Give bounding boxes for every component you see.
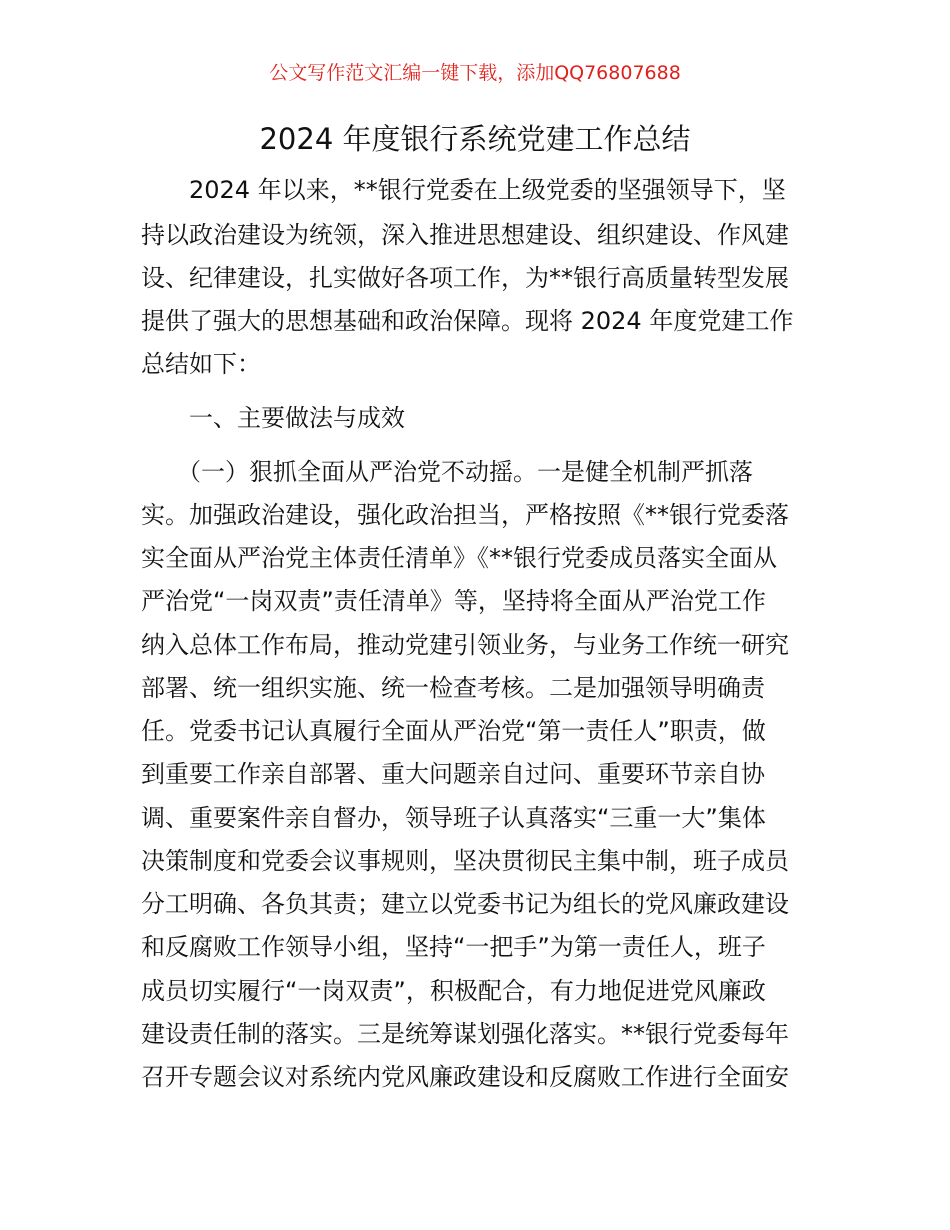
section-heading: 一、主要做法与成效 (141, 404, 405, 432)
body-line: 提供了强大的思想基础和政治保障。现将 2024 年度党建工作 (141, 307, 794, 335)
body-line: 部署、统一组织实施、统一检查考核。二是加强领导明确责 (141, 674, 765, 702)
body-line: 分工明确、各负其责；建立以党委书记为组长的党风廉政建设 (141, 890, 789, 918)
body-line: 和反腐败工作领导小组，坚持“一把手”为第一责任人，班子 (141, 933, 766, 961)
body-line: 到重要工作亲自部署、重大问题亲自过问、重要环节亲自协 (141, 760, 765, 788)
document-title: 2024 年度银行系统党建工作总结 (259, 122, 691, 156)
body-line: 设、纪律建设，扎实做好各项工作，为**银行高质量转型发展 (141, 264, 789, 292)
body-line: 召开专题会议对系统内党风廉政建设和反腐败工作进行全面安 (141, 1063, 789, 1091)
body-line: 2024 年以来，**银行党委在上级党委的坚强领导下，坚 (141, 176, 786, 204)
body-line: 实。加强政治建设，强化政治担当，严格按照《**银行党委落 (141, 501, 789, 529)
body-line: 总结如下： (141, 350, 261, 378)
body-line: 成员切实履行“一岗双责”，积极配合，有力地促进党风廉政 (141, 977, 766, 1005)
body-line: 实全面从严治党主体责任清单》《**银行党委成员落实全面从 (141, 544, 777, 572)
body-line: 纳入总体工作布局，推动党建引领业务，与业务工作统一研究 (141, 631, 789, 659)
body-line: 决策制度和党委会议事规则，坚决贯彻民主集中制，班子成员 (141, 847, 789, 875)
body-line: 建设责任制的落实。三是统筹谋划强化落实。**银行党委每年 (141, 1020, 789, 1048)
body-line: （一）狠抓全面从严治党不动摇。一是健全机制严抓落 (141, 458, 753, 486)
body-line: 任。党委书记认真履行全面从严治党“第一责任人”职责，做 (141, 717, 766, 745)
body-line: 持以政治建设为统领，深入推进思想建设、组织建设、作风建 (141, 221, 789, 249)
body-line: 调、重要案件亲自督办，领导班子认真落实“三重一大”集体 (141, 804, 766, 832)
download-watermark: 公文写作范文汇编一键下载，添加QQ76807688 (269, 62, 681, 84)
body-line: 严治党“一岗双责”责任清单》等，坚持将全面从严治党工作 (141, 587, 766, 615)
